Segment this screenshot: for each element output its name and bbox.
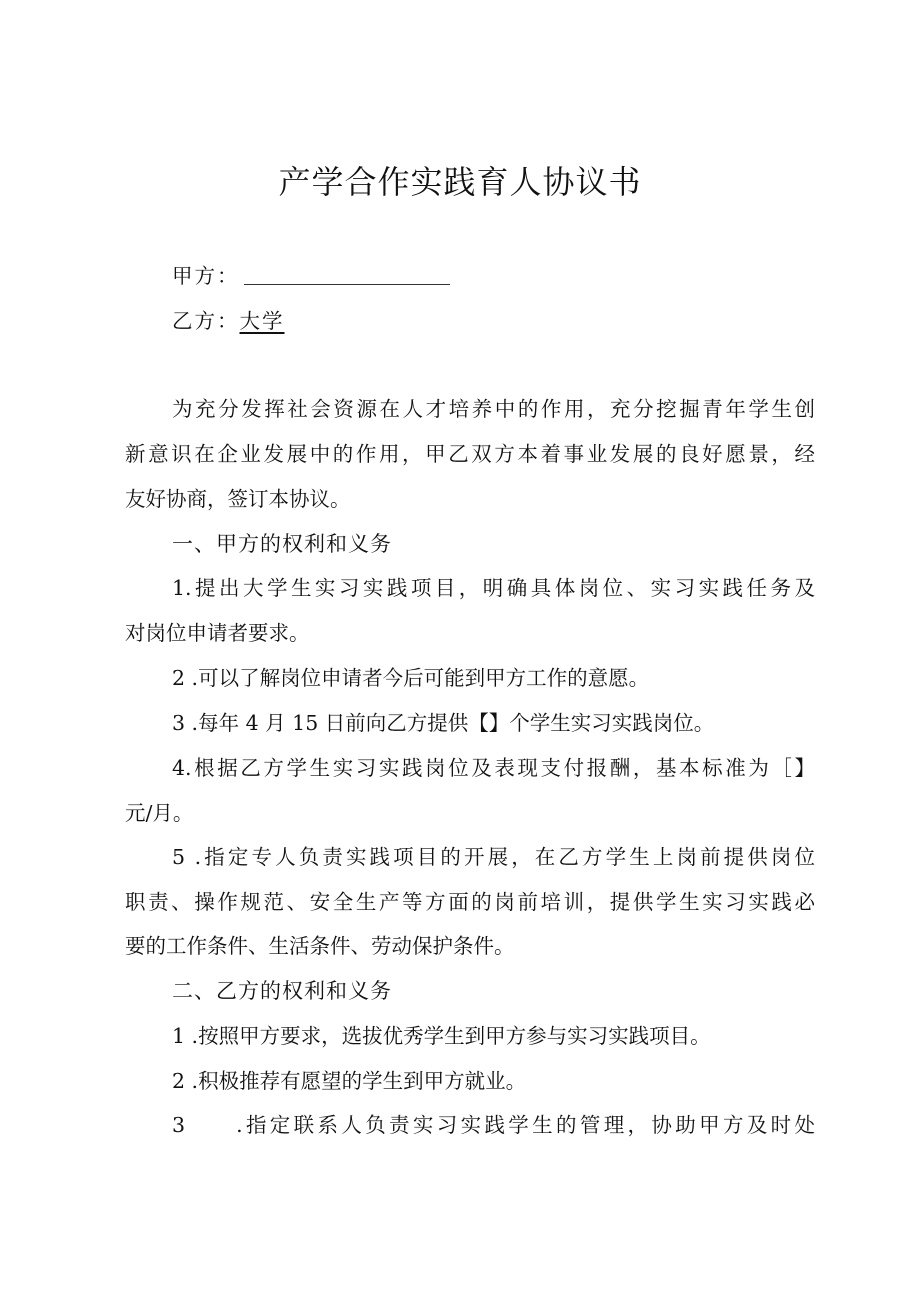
section1-line-8: 职责、操作规范、安全生产等方面的岗前培训，提供学生实习实践必 [125,890,815,914]
intro-line-3: 友好协商，签订本协议。 [125,487,351,511]
section1-line-9: 要的工作条件、生活条件、劳动保护条件。 [125,934,515,958]
party-b-line [172,306,815,336]
section1-line-2: 对岗位申请者要求。 [125,621,310,645]
party-b-label: 乙方： [172,309,240,333]
section2-line-1: 1 .按照甲方要求，选拔优秀学生到甲方参与实习实践项目。 [172,1024,711,1048]
section1-heading: 一、甲方的权利和义务 [172,532,392,556]
party-a-label: 甲方： [172,264,240,288]
section1-line-3: 2 .可以了解岗位申请者今后可能到甲方工作的意愿。 [172,666,650,690]
section2-line-3: 3 .指定联系人负责实习实践学生的管理，协助甲方及时处 [172,1113,815,1137]
section2-line-2: 2 .积极推荐有愿望的学生到甲方就业。 [172,1069,527,1093]
party-b-value: 大学 [239,309,285,333]
section1-line-1: 1.提出大学生实习实践项目，明确具体岗位、实习实践任务及 [172,576,815,600]
party-a-blank-field [244,264,450,285]
section1-line-4: 3 .每年 4 月 15 日前向乙方提供【】个学生实习实践岗位。 [172,711,715,735]
intro-line-2: 新意识在企业发展中的作用，甲乙双方本着事业发展的良好愿景，经 [125,442,815,466]
intro-line-1: 为充分发挥社会资源在人才培养中的作用，充分挖掘青年学生创 [172,397,815,421]
document-title: 产学合作实践育人协议书 [278,163,642,201]
section1-line-6: 元/月。 [125,801,194,825]
party-a-line [172,261,815,291]
section1-line-7: 5 .指定专人负责实践项目的开展，在乙方学生上岗前提供岗位 [172,845,815,869]
section2-heading: 二、乙方的权利和义务 [172,979,392,1003]
section1-line-5: 4.根据乙方学生实习实践岗位及表现支付报酬，基本标准为［】 [172,756,815,780]
